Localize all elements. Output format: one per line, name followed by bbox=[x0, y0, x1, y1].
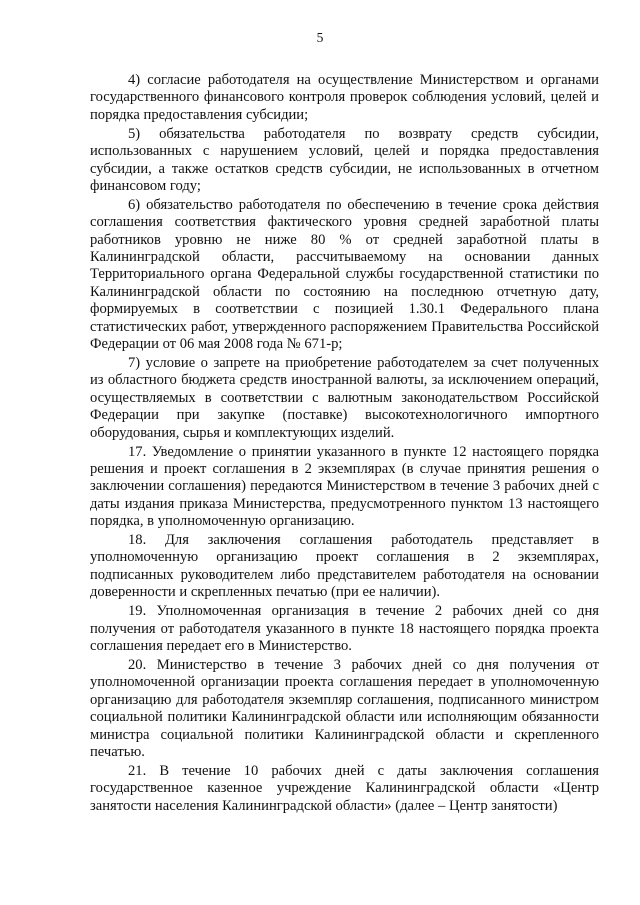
paragraph-18: 18. Для заключения соглашения работодатель представляет в уполномоченную организацию проект соглашения в 2 экземплярах, подписанных руководителем либо представителем работодателя на основании доверенности и скрепленных печатью (при ее наличии). bbox=[90, 532, 599, 601]
paragraph-item-7: 7) условие о запрете на приобретение работодателем за счет полученных из областного бюджета средств иностранной валюты, за исключением операций, осуществляемых в соответствии с валютным законодательством Российской Федерации при закупке (поставке) высокотехнологичного импортного оборудования, сырья и комплектующих изделий. bbox=[90, 355, 599, 441]
paragraph-item-4: 4) согласие работодателя на осуществление Министерством и органами государственного финансового контроля проверок соблюдения условий, целей и порядка предоставления субсидии; bbox=[90, 72, 599, 123]
paragraph-19: 19. Уполномоченная организация в течение 2 рабочих дней со дня получения от работодателя указанного в пункте 18 настоящего порядка проекта соглашения передает его в Министерство. bbox=[90, 603, 599, 654]
paragraph-20: 20. Министерство в течение 3 рабочих дней со дня получения от уполномоченной организации проекта соглашения передает в уполномоченную организацию для работодателя экземпляр соглашения, подписанного министром социальной политики Калининградской области или исполняющим обязанности министра социальной политики Калининградской области и скрепленного печатью. bbox=[90, 656, 599, 760]
page-number: 5 bbox=[316, 30, 324, 45]
paragraph-21: 21. В течение 10 рабочих дней с даты заключения соглашения государственное казенное учреждение Калининградской области «Центр занятости населения Калининградской области» (далее – Центр занятости) bbox=[90, 762, 599, 814]
paragraph-item-6: 6) обязательство работодателя по обеспечению в течение срока действия соглашения соответствия фактического уровня средней заработной платы работников уровню не ниже 80 % от средней заработной платы в Калининградской области, рассчитываемому на основании данных Территориального органа Федеральной службы государственной статистики по Калининградской области по состоянию на последнюю отчетную дату, формируемых в соответствии с позицией 1.30.1 Федерального плана статистических работ, утвержденного распоряжением Правительства Российской Федерации от 06 мая 2008 года № 671-р; bbox=[90, 196, 599, 353]
document-body bbox=[90, 72, 599, 817]
paragraph-item-5: 5) обязательства работодателя по возврату средств субсидии, использованных с нарушением условий, целей и порядка предоставления субсидии, а также остатков средств субсидии, не использованных в отчетном финансовом году; bbox=[90, 125, 599, 194]
paragraph-17: 17. Уведомление о принятии указанного в пункте 12 настоящего порядка решения и проект соглашения в 2 экземплярах (в случае принятия решения о заключении соглашения) передаются Министерством в течение 3 рабочих дней с даты издания приказа Министерства, предусмотренного пунктом 13 настоящего порядка, в уполномоченную организацию. bbox=[90, 443, 599, 530]
